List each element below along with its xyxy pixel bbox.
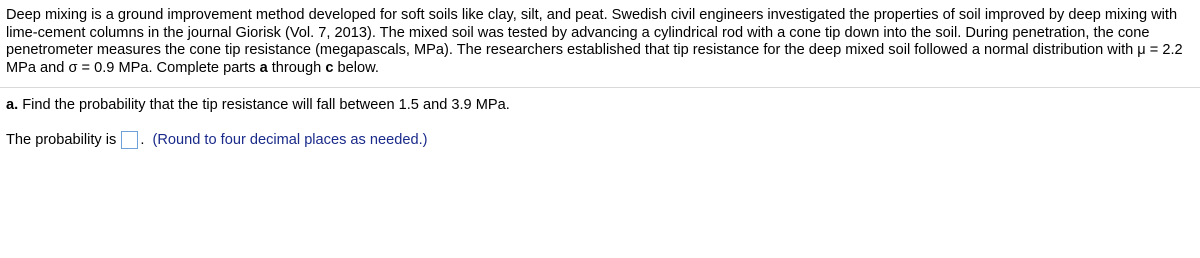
part-a-question (6, 96, 510, 114)
section-divider (0, 87, 1200, 88)
part-a-label: a. (6, 97, 19, 113)
problem-statement (6, 7, 1194, 77)
part-a-reference: a (259, 59, 268, 76)
rounding-hint (144, 132, 427, 148)
through-text: through (267, 59, 326, 76)
rounding-hint-text: (Round to four decimal places as needed.) (148, 132, 428, 148)
answer-row (6, 130, 428, 150)
answer-period: . (140, 132, 145, 148)
probability-answer-input[interactable] (121, 131, 138, 149)
problem-text (6, 7, 1194, 77)
part-c-reference: c (325, 59, 334, 76)
problem-intro: Deep mixing is a ground improvement method developed for soft soils like clay, silt, and peat. Swedish civil engineers investigated the properties of soil improved by deep mixing with lime-cement columns in the journal Giorisk (Vol. 7, 2013). The mixed soil was tested by advancing a cylindrical rod with a cone tip down into the soil. During penetration, the cone penetrometer measures the cone tip resistance (megapascals, MPa). The researchers established that tip resistance for the deep mixed soil followed a normal distribution with μ = 2.2 MPa and σ = 0.9 MPa. Complete parts (6, 7, 1183, 76)
problem-end: below. (333, 59, 379, 76)
part-a-question-text: Find the probability that the tip resistance will fall between 1.5 and 3.9 MPa. (18, 97, 510, 113)
answer-prefix: The probability is (6, 132, 117, 148)
